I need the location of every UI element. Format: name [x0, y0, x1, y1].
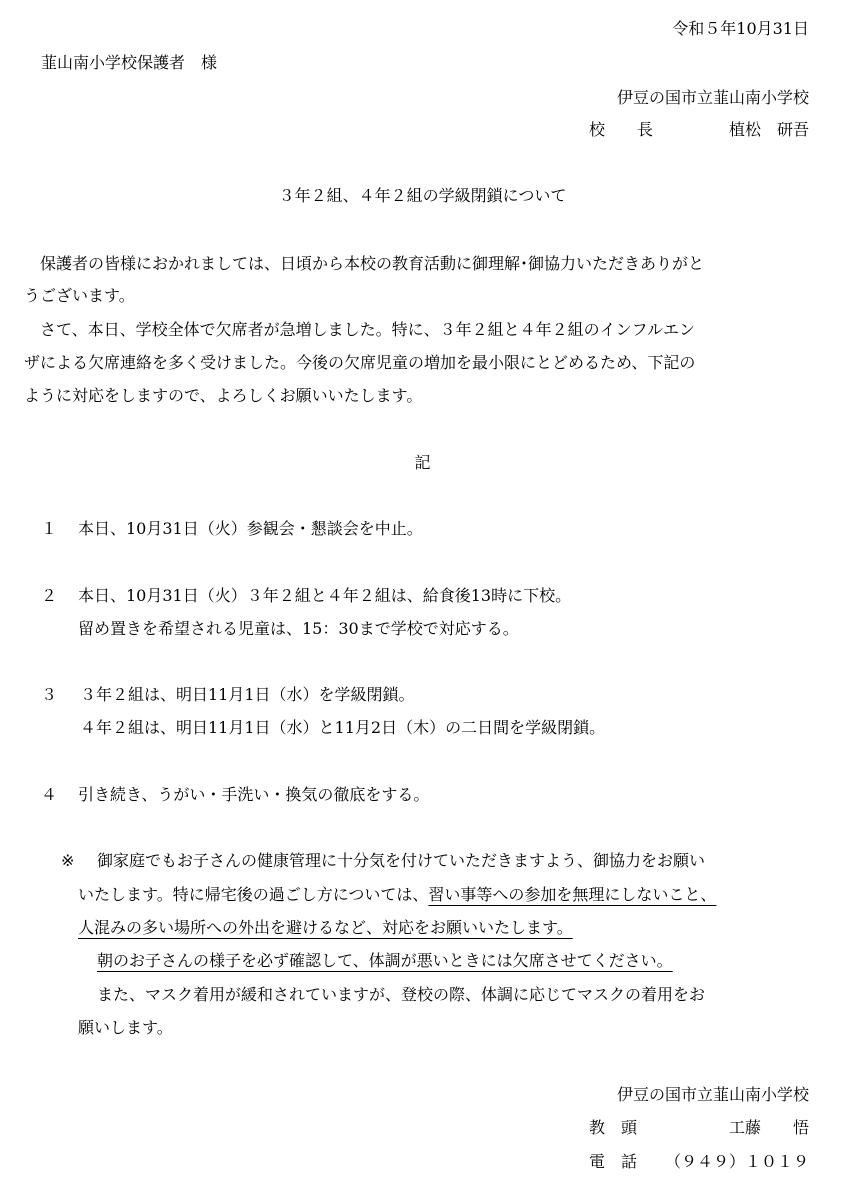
intro-line: ように対応をしますので、よろしくお願いいたします。: [24, 386, 423, 405]
item-line: 本日、10月31日（火）３年２組と４年２組は、給食後13時に下校。: [78, 586, 572, 605]
addressee: 韮山南小学校保護者 様: [41, 53, 218, 72]
intro-line: ザによる欠席連絡を多く受けました。今後の欠席児童の増加を最小限にとどめるため、下記の: [24, 353, 696, 372]
note-line: 願いします。: [78, 1018, 173, 1037]
date: 令和５年10月31日: [672, 19, 809, 38]
note-underlined-line: 朝のお子さんの様子を必ず確認して、体調が悪いときには欠席させてください。: [97, 951, 673, 970]
item-number: ３: [41, 685, 58, 704]
item-number: １: [41, 519, 58, 538]
intro-line: さて、本日、学校全体で欠席者が急増しました。特に、３年２組と４年２組のインフルエン: [24, 320, 696, 339]
footer-school-name: 伊豆の国市立韮山南小学校: [616, 1085, 809, 1104]
intro-line: 保護者の皆様におかれましては、日頃から本校の教育活動に御理解･御協力いただきありがと: [24, 254, 705, 273]
vice-principal-name: 工藤 悟: [728, 1118, 809, 1137]
note-line: [78, 887, 716, 903]
note-underlined-line: 人混みの多い場所への外出を避けるなど、対応をお願いいたします。: [78, 918, 573, 937]
school-name: 伊豆の国市立韮山南小学校: [616, 88, 809, 107]
note-line: 御家庭でもお子さんの健康管理に十分気を付けていただきますよう、御協力をお願い: [97, 851, 706, 870]
note-mark: ※: [61, 851, 75, 870]
page-title: ３年２組、４年２組の学級閉鎖について: [278, 186, 567, 205]
phone-number: （９４９）１０１９: [664, 1152, 809, 1171]
item-number: ２: [41, 586, 58, 605]
item-line: 引き続き、うがい・手洗い・換気の徹底をする。: [78, 785, 430, 804]
item-line: ４年２組は、明日11月1日（水）と11月2日（木）の二日間を学級閉鎖。: [80, 718, 606, 737]
item-line: ３年２組は、明日11月1日（水）を学級閉鎖。: [80, 685, 415, 704]
vice-principal-title: 教 頭: [589, 1118, 638, 1137]
phone-label: 電 話: [589, 1152, 638, 1171]
note-text: いたします。特に帰宅後の過ごし方については、: [78, 885, 429, 904]
item-line: 留め置きを希望される児童は、15：30まで学校で対応する。: [78, 619, 519, 638]
item-line: 本日、10月31日（火）参観会・懇談会を中止。: [78, 519, 423, 538]
note-line: また、マスク着用が緩和されていますが、登校の際、体調に応じてマスクの着用をお: [97, 985, 706, 1004]
ki-heading: 記: [414, 453, 431, 472]
item-number: ４: [41, 785, 58, 804]
principal-title: 校 長: [589, 120, 654, 139]
note-underlined-text: 習い事等への参加を無理にしないこと、: [428, 885, 717, 904]
intro-line: うございます。: [24, 286, 135, 305]
principal-name: 植松 研吾: [728, 120, 809, 139]
